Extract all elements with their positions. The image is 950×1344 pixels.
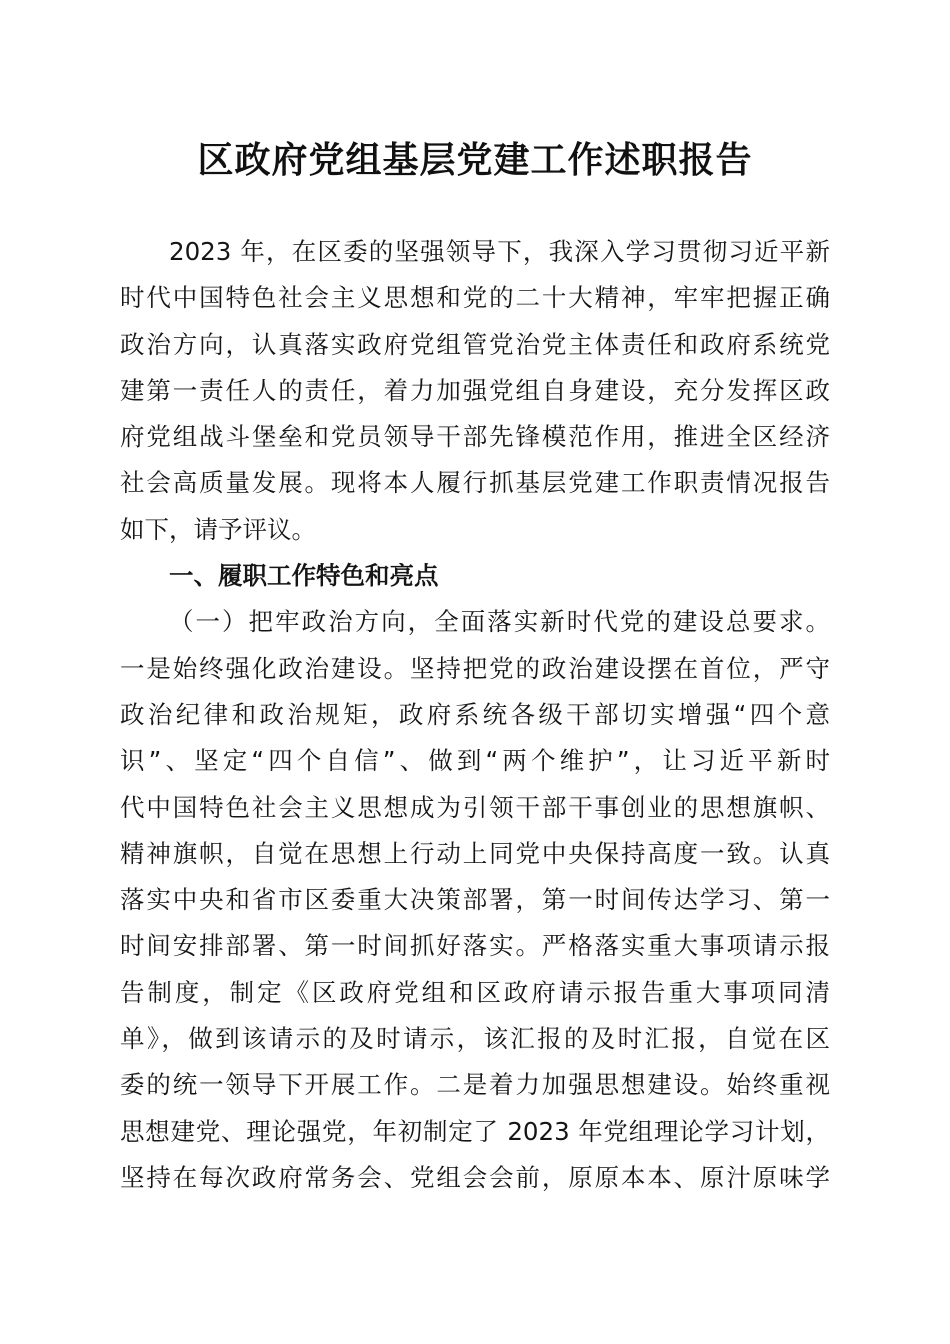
- paragraph-line: 一是始终强化政治建设。坚持把党的政治建设摆在首位，严守: [120, 653, 830, 683]
- paragraph-line: 坚持在每次政府常务会、党组会会前，原原本本、原汁原味学: [120, 1162, 830, 1192]
- paragraph-line: 识”、坚定“四个自信”、做到“两个维护”，让习近平新时: [120, 746, 830, 776]
- paragraph-line: 政治方向，认真落实政府党组管党治党主体责任和政府系统党: [120, 329, 830, 359]
- paragraph-line: 如下，请予评议。: [120, 514, 316, 544]
- document-title: 区政府党组基层党建工作述职报告: [197, 139, 753, 181]
- paragraph-line: 政治纪律和政治规矩，政府系统各级干部切实增强“四个意: [120, 699, 830, 729]
- paragraph-line: 时代中国特色社会主义思想和党的二十大精神，牢牢把握正确: [120, 283, 830, 313]
- section-heading: 一、履职工作特色和亮点: [169, 561, 439, 591]
- paragraph-line: 单》，做到该请示的及时请示，该汇报的及时汇报，自觉在区: [120, 1024, 830, 1054]
- paragraph-line: 思想建党、理论强党，年初制定了 2023 年党组理论学习计划，: [120, 1116, 830, 1146]
- paragraph-line: 2023 年，在区委的坚强领导下，我深入学习贯彻习近平新: [169, 237, 830, 266]
- subsection-heading: （一）把牢政治方向，全面落实新时代党的建设总要求。: [169, 607, 830, 637]
- paragraph-line: 委的统一领导下开展工作。二是着力加强思想建设。始终重视: [120, 1070, 830, 1100]
- paragraph-line: 时间安排部署、第一时间抓好落实。严格落实重大事项请示报: [120, 931, 830, 961]
- paragraph-line: 告制度，制定《区政府党组和区政府请示报告重大事项同清: [120, 977, 830, 1007]
- paragraph-line: 代中国特色社会主义思想成为引领干部干事创业的思想旗帜、: [120, 792, 830, 822]
- paragraph-line: 精神旗帜，自觉在思想上行动上同党中央保持高度一致。认真: [120, 838, 830, 868]
- paragraph-line: 府党组战斗堡垒和党员领导干部先锋模范作用，推进全区经济: [120, 422, 830, 452]
- document-body: [120, 229, 830, 1201]
- paragraph-line: 社会高质量发展。现将本人履行抓基层党建工作职责情况报告: [120, 468, 830, 498]
- paragraph-line: 建第一责任人的责任，着力加强党组自身建设，充分发挥区政: [120, 375, 830, 405]
- paragraph-line: 落实中央和省市区委重大决策部署，第一时间传达学习、第一: [120, 885, 830, 915]
